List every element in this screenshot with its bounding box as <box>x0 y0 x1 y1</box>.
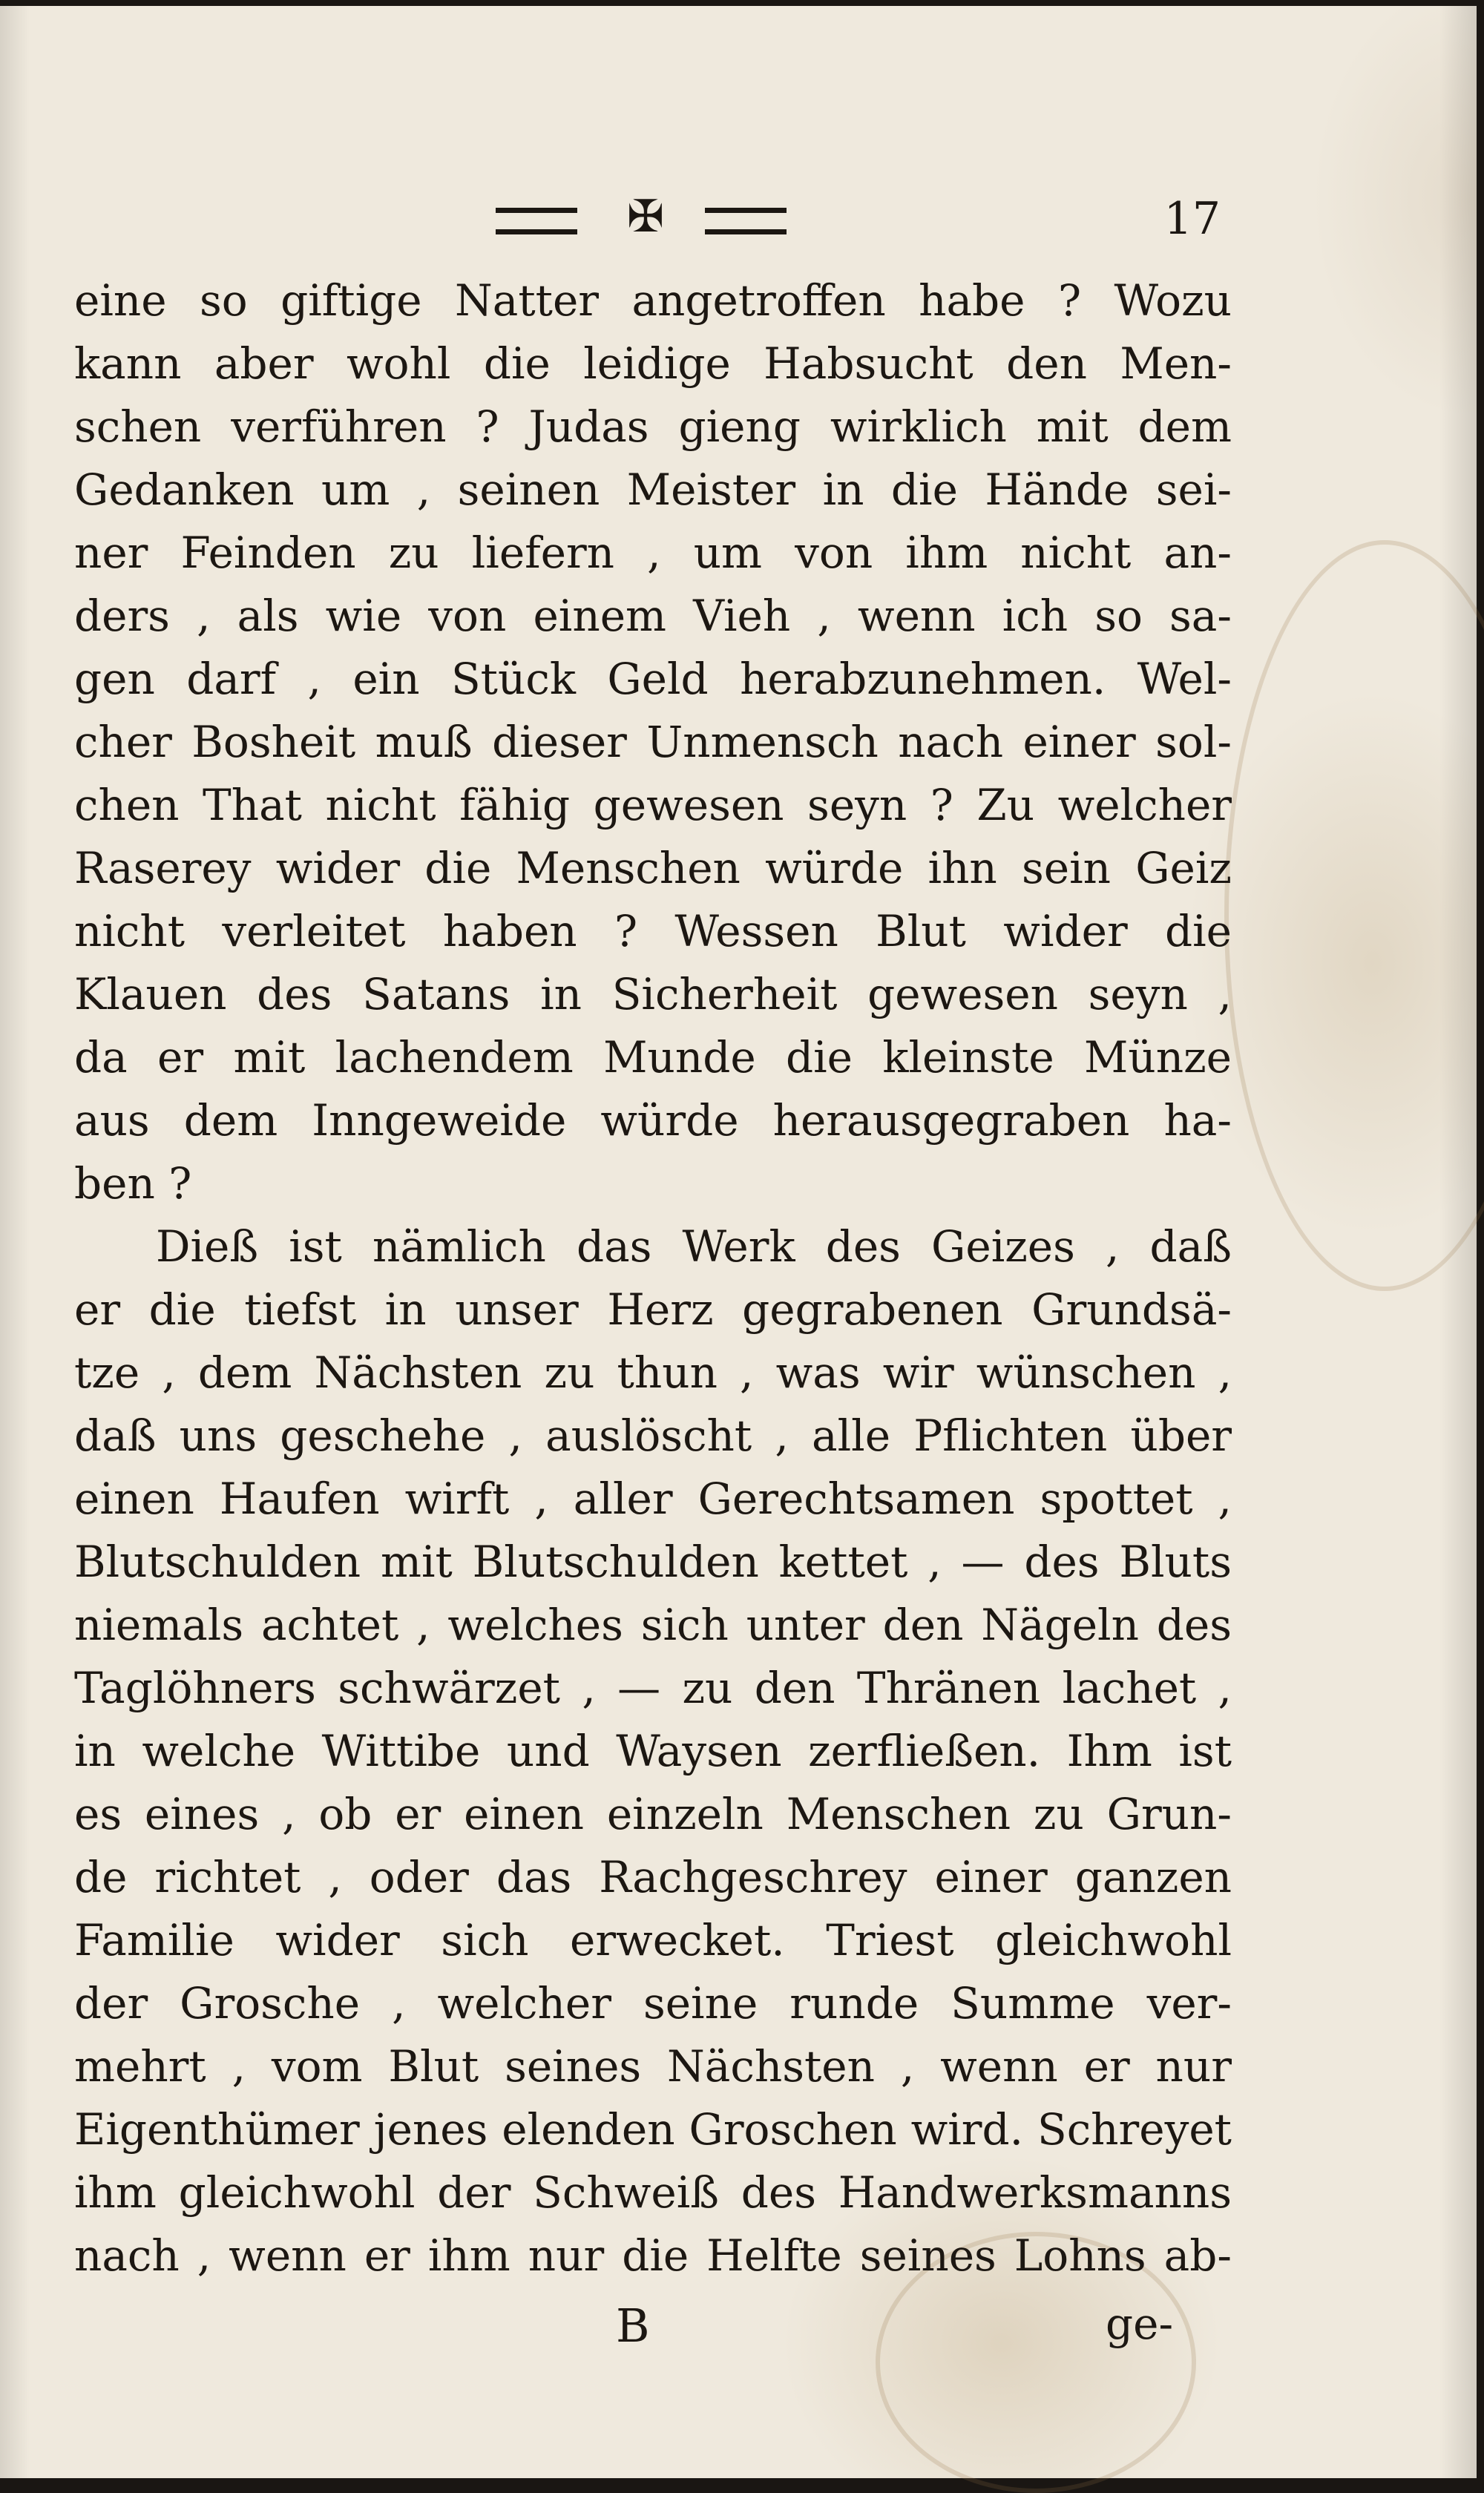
text-line: mehrt , vom Blut seines Nächsten , wenn er nur <box>74 2041 1232 2092</box>
page-header <box>0 184 1477 251</box>
fleuron-icon: ✠ <box>626 191 665 243</box>
text-line: Taglöhners schwärzet , — zu den Thränen lachet , <box>74 1663 1232 1713</box>
text-line: der Grosche , welcher seine runde Summe ver- <box>74 1978 1232 2029</box>
text-line: aus dem Inngeweide würde herausgegraben ha- <box>74 1095 1232 1146</box>
water-stain <box>1224 540 1484 1291</box>
text-line: Familie wider sich erwecket. Triest gleichwohl <box>74 1915 1232 1965</box>
catchword: ge- <box>1106 2299 1174 2349</box>
text-line: cher Bosheit muß dieser Unmensch nach einer sol- <box>74 717 1232 767</box>
page-number: 17 <box>1163 193 1221 245</box>
text-line: in welche Wittibe und Waysen zerfließen. Ihm ist <box>74 1726 1232 1776</box>
text-line: es eines , ob er einen einzeln Menschen zu Grun- <box>74 1789 1232 1839</box>
ornament-rule-left <box>496 208 577 234</box>
text-line: daß uns geschehe , auslöscht , alle Pflichten über <box>74 1410 1232 1461</box>
text-line: nach , wenn er ihm nur die Helfte seines Lohns ab- <box>74 2230 1232 2281</box>
text-line: er die tiefst in unser Herz gegrabenen Grundsä- <box>74 1284 1232 1335</box>
text-line: ihm gleichwohl der Schweiß des Handwerksmanns <box>74 2167 1232 2218</box>
header-ornament <box>482 191 794 243</box>
text-line: niemals achtet , welches sich unter den Nägeln des <box>74 1600 1232 1650</box>
text-line: eine so giftige Natter angetroffen habe ? Wozu <box>74 275 1232 326</box>
text-line: schen verführen ? Judas gieng wirklich mit dem <box>74 401 1232 452</box>
text-line: Blutschulden mit Blutschulden kettet , — des Bluts <box>74 1537 1232 1587</box>
text-line: Gedanken um , seinen Meister in die Hände sei- <box>74 464 1232 515</box>
text-line: ders , als wie von einem Vieh , wenn ich so sa- <box>74 591 1232 641</box>
text-line: Klauen des Satans in Sicherheit gewesen seyn , <box>74 969 1232 1019</box>
text-line: kann aber wohl die leidige Habsucht den Men- <box>74 338 1232 389</box>
text-line: Eigenthümer jenes elenden Groschen wird. Schreyet <box>74 2104 1232 2155</box>
paragraph-start-line: Dieß ist nämlich das Werk des Geizes , daß <box>156 1221 1232 1272</box>
text-line: Raserey wider die Menschen würde ihn sein Geiz <box>74 843 1232 893</box>
ornament-rule-right <box>705 208 787 234</box>
text-line: nicht verleitet haben ? Wessen Blut wider die <box>74 906 1232 956</box>
text-line: da er mit lachendem Munde die kleinste Münze <box>74 1032 1232 1083</box>
body-text <box>74 269 1232 2287</box>
text-line: ner Feinden zu liefern , um von ihm nicht an- <box>74 528 1232 578</box>
text-line: chen That nicht fähig gewesen seyn ? Zu welcher <box>74 780 1232 830</box>
book-page <box>0 6 1477 2478</box>
page-footer <box>0 2299 1477 2365</box>
text-line: de richtet , oder das Rachgeschrey einer ganzen <box>74 1852 1232 1902</box>
text-line: einen Haufen wirft , aller Gerechtsamen spottet , <box>74 1474 1232 1524</box>
paragraph-end-line: ben ? <box>74 1158 192 1209</box>
text-line: gen darf , ein Stück Geld herabzunehmen. Wel- <box>74 654 1232 704</box>
signature-mark: B <box>616 2299 650 2353</box>
text-line: tze , dem Nächsten zu thun , was wir wünschen , <box>74 1347 1232 1398</box>
